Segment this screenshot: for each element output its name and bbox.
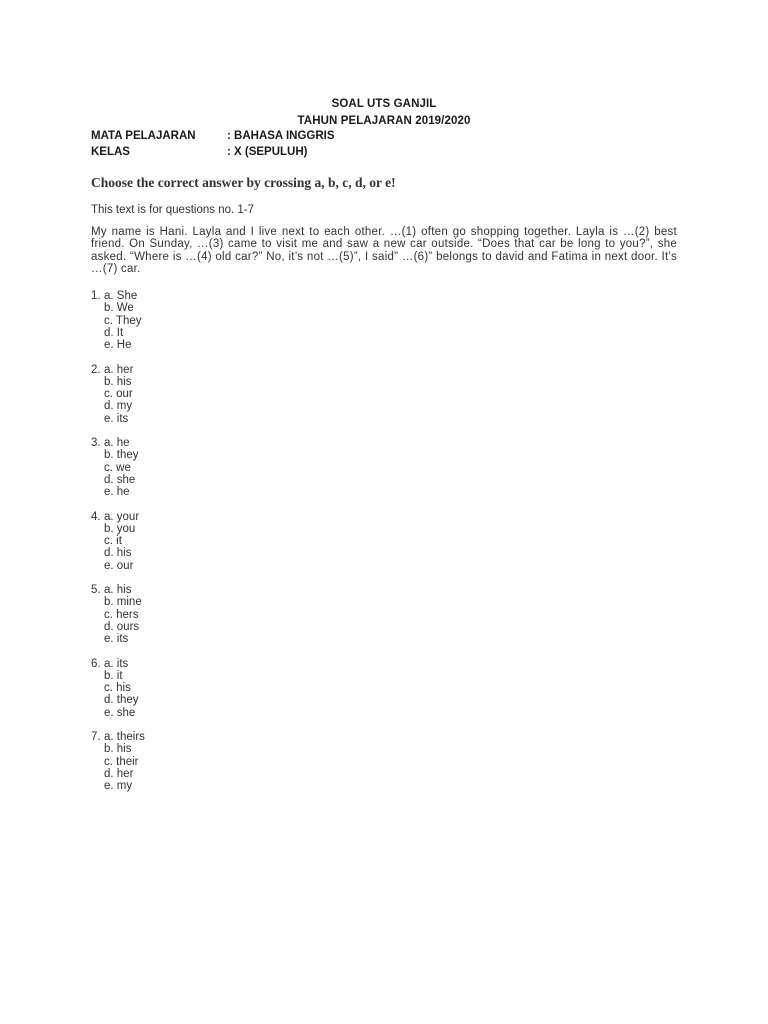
option-text: c. our (104, 388, 133, 401)
option-text: d. my (104, 400, 133, 413)
option-text: d. she (104, 473, 136, 486)
option-text: b. his (104, 375, 132, 388)
question-3 (91, 437, 291, 498)
option-text: d. his (104, 547, 132, 560)
answer-option (91, 315, 291, 327)
answer-option (91, 756, 291, 768)
answer-option (91, 327, 291, 339)
question-number: 7. (91, 731, 101, 743)
answer-option (91, 462, 291, 474)
question-number: 2. (91, 363, 101, 376)
answer-option (91, 596, 291, 608)
answer-option (91, 707, 291, 719)
answer-option (91, 413, 291, 425)
answer-option (91, 780, 291, 792)
option-text: a. your (104, 510, 140, 523)
answer-option (91, 621, 291, 633)
option-text: a. She (104, 290, 138, 302)
answer-option (91, 290, 291, 302)
option-text: a. its (104, 657, 129, 670)
answer-option (91, 474, 291, 486)
option-text: a. theirs (104, 731, 145, 743)
option-text: c. we (104, 461, 131, 474)
question-1 (91, 290, 291, 351)
option-text: c. his (104, 682, 131, 695)
class-row (91, 146, 308, 158)
question-number: 3. (91, 437, 101, 449)
answer-option (91, 486, 291, 498)
answer-option (91, 388, 291, 400)
academic-year: TAHUN PELAJARAN 2019/2020 (297, 115, 471, 127)
answer-option (91, 437, 291, 449)
subject-value: : BAHASA INGGRIS (227, 130, 335, 142)
option-text: c. They (104, 314, 142, 327)
answer-option (91, 511, 291, 523)
answer-option (91, 535, 291, 547)
answer-option (91, 449, 291, 461)
question-2 (91, 364, 291, 425)
answer-option (91, 376, 291, 388)
answer-option (91, 743, 291, 755)
option-text: d. her (104, 767, 134, 780)
answer-option (91, 731, 291, 743)
answer-option (91, 547, 291, 559)
answer-option (91, 339, 291, 351)
option-text: d. they (104, 694, 139, 707)
instruction-text: Choose the correct answer by crossing a, b, c, d, or e! (91, 175, 396, 190)
class-value: : X (SEPULUH) (227, 146, 308, 158)
answer-option (91, 302, 291, 314)
answer-option (91, 609, 291, 621)
option-text: e. its (104, 412, 129, 425)
question-6 (91, 658, 291, 719)
option-text: b. mine (104, 596, 142, 609)
option-text: d. ours (104, 620, 140, 633)
option-text: e. its (104, 633, 129, 646)
class-label: KELAS (91, 146, 130, 158)
subject-label: MATA PELAJARAN (91, 130, 196, 142)
option-text: b. they (104, 449, 139, 462)
option-text: c. their (104, 755, 139, 768)
option-text: b. his (104, 743, 132, 756)
question-number: 6. (91, 657, 101, 670)
option-text: b. it (104, 669, 123, 682)
answer-option (91, 364, 291, 376)
question-number: 5. (91, 584, 101, 596)
option-text: a. he (104, 437, 130, 449)
answer-option (91, 400, 291, 412)
question-7 (91, 731, 291, 792)
answer-option (91, 658, 291, 670)
subject-row (91, 130, 335, 142)
answer-option (91, 670, 291, 682)
answer-option (91, 768, 291, 780)
option-text: c. it (104, 535, 122, 548)
question-4 (91, 511, 291, 572)
option-text: a. his (104, 584, 132, 596)
reading-passage: My name is Hani. Layla and I live next to each other. …(1) often go shopping together. Layla is …(2) best friend. On Sunday, …(3) came to visit me and saw a new car outside. “Does that car be long to you?”, she asked. “Where is …(4) old car?” No, it’s not …(5)”, I said” …(6)” belongs to david and Fatima in next door. It’s …(7) car. (91, 226, 677, 276)
exam-title: SOAL UTS GANJIL (331, 98, 437, 110)
answer-option (91, 560, 291, 572)
option-text: e. my (104, 780, 133, 793)
option-text: e. she (104, 706, 136, 719)
intro-text: This text is for questions no. 1-7 (91, 204, 254, 216)
option-text: b. We (104, 302, 134, 315)
answer-option (91, 694, 291, 706)
option-text: e. he (104, 486, 130, 499)
option-text: a. her (104, 363, 134, 376)
option-text: b. you (104, 522, 136, 535)
option-text: e. He (104, 339, 132, 352)
question-number: 4. (91, 510, 101, 523)
answer-option (91, 523, 291, 535)
option-text: d. It (104, 326, 124, 339)
question-number: 1. (91, 290, 101, 302)
answer-option (91, 584, 291, 596)
question-5 (91, 584, 291, 645)
answer-option (91, 682, 291, 694)
option-text: c. hers (104, 608, 139, 621)
answer-option (91, 633, 291, 645)
option-text: e. our (104, 559, 134, 572)
